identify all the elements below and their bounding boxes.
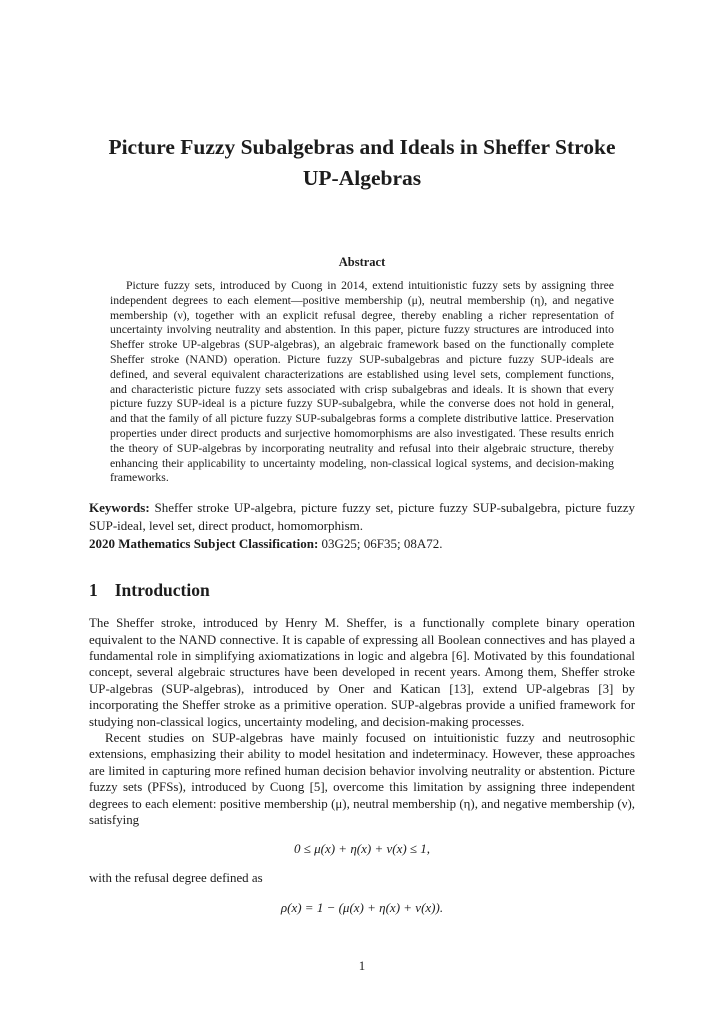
refusal-degree-text: with the refusal degree defined as [89, 871, 263, 886]
section-heading-introduction [89, 580, 635, 601]
keywords-text: Sheffer stroke UP-algebra, picture fuzzy set, picture fuzzy SUP-subalgebra, picture fuzzy SUP-ideal, level set, direct product, homomorphism. [89, 500, 635, 534]
section-number: 1 [89, 580, 98, 601]
intro-paragraph-2: Recent studies on SUP-algebras have mainly focused on intuitionistic fuzzy and neutrosophic extensions, emphasizing their ability to model hesitation and indeterminacy. However, these approaches are limited in capturing more refined human decision behavior involving neutrality or abstention. Picture fuzzy sets (PFSs), introduced by Cuong [5], overcome this limitation by assigning three independent degrees to each element: positive membership (μ), neutral membership (η), and negative membership (ν), satisfying [89, 731, 635, 828]
intro-paragraph-1: The Sheffer stroke, introduced by Henry M. Sheffer, is a functionally complete binary operation equivalent to the NAND connective. It is capable of expressing all Boolean connectives and has played a fundamental role in simplifying axiomatizations in logic and algebra [6]. Motivated by this foundational concept, several algebraic structures have been developed in recent years. Among them, Sheffer stroke UP-algebras (SUP-algebras), introduced by Oner and Katican [13], extend UP-algebras [3] by incorporating the Sheffer stroke as a primitive operation. SUP-algebras provide a unified framework for studying non-classical logics, uncertainty modeling, and decision-making processes. [89, 616, 635, 729]
abstract-section [89, 255, 635, 486]
display-equation-constraint: 0 ≤ μ(x) + η(x) + ν(x) ≤ 1, [293, 841, 431, 857]
section-title: Introduction [114, 580, 210, 601]
keywords-line [89, 499, 635, 535]
paper-title: Picture Fuzzy Subalgebras and Ideals in Sheffer Stroke UP-Algebras [108, 135, 616, 190]
msc-text: 03G25; 06F35; 08A72. [321, 536, 443, 552]
keywords-label: Keywords: [89, 500, 150, 516]
page-number: 1 [358, 959, 366, 973]
metadata-block [89, 499, 635, 553]
display-equation-refusal-degree: ρ(x) = 1 − (μ(x) + η(x) + ν(x)). [280, 899, 444, 915]
msc-line [89, 535, 635, 553]
abstract-text: Picture fuzzy sets, introduced by Cuong in 2014, extend intuitionistic fuzzy sets by assigning three independent degrees to each element—positive membership (μ), neutral membership (η), and negative membership (ν), together with an explicit refusal degree, thereby enabling a richer representation of uncertainty involving neutrality and abstention. In this paper, picture fuzzy structures are introduced into Sheffer stroke UP-algebras (SUP-algebras), an algebraic framework based on the functionally complete Sheffer stroke (NAND) operation. Picture fuzzy SUP-subalgebras and picture fuzzy SUP-ideals are defined, and several equivalent characterizations are established using level sets, complement functions, and characteristic picture fuzzy sets associated with crisp subalgebras and ideals. It is shown that every picture fuzzy SUP-ideal is a picture fuzzy SUP-subalgebra, while the converse does not hold in general, and that the family of all picture fuzzy SUP-subalgebras forms a complete distributive lattice. Preservation properties under direct products and surjective homomorphisms are also investigated. These results enrich the theory of SUP-algebras by incorporating neutrality and refusal into their algebraic structure, thereby enhancing their applicability to uncertainty modeling, non-classical logical systems, and decision-making frameworks. [110, 279, 614, 485]
abstract-heading: Abstract [338, 255, 386, 270]
msc-label: 2020 Mathematics Subject Classification: [89, 536, 319, 552]
